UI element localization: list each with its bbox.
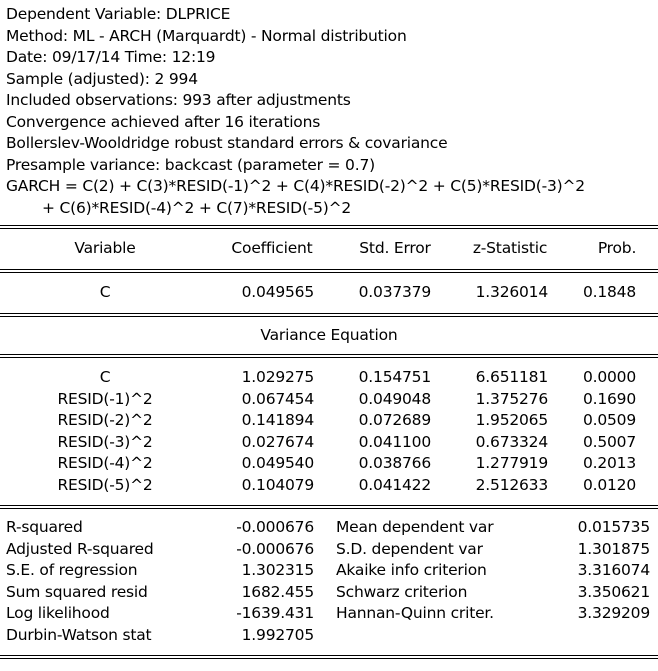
prob-cell: 0.1690 xyxy=(582,389,636,408)
std-error-cell: 0.038766 xyxy=(358,454,431,472)
variable-cell: RESID(-3)^2 xyxy=(57,432,153,451)
stat-label: Adjusted R-squared xyxy=(6,539,154,558)
std-error-cell: 0.049048 xyxy=(358,389,431,408)
coefficient-cell: 0.104079 xyxy=(241,475,314,494)
coefficient-cell: 0.049565 xyxy=(241,283,314,301)
coefficient-cell: 0.141894 xyxy=(241,411,314,429)
z-statistic-cell: 6.651181 xyxy=(475,368,548,386)
column-header-coefficient: Coefficient xyxy=(231,239,313,257)
coefficient-cell: 0.049540 xyxy=(241,454,314,472)
stat-label: Durbin-Watson stat xyxy=(6,625,152,644)
observations-line: Included observations: 993 after adjustments xyxy=(6,91,351,109)
stat-value: -0.000676 xyxy=(236,518,314,536)
column-header-z-statistic: z-Statistic xyxy=(472,239,548,257)
stats-row xyxy=(0,603,658,625)
stat-label: Schwarz criterion xyxy=(336,582,468,601)
stat-label: R-squared xyxy=(6,518,83,536)
stat-label: Hannan-Quinn criter. xyxy=(336,604,494,622)
stats-row xyxy=(0,582,658,604)
stat-value: -1639.431 xyxy=(236,604,314,622)
stat-value: 3.316074 xyxy=(577,561,650,579)
estimation-header xyxy=(6,4,585,219)
stat-value: -0.000676 xyxy=(236,539,314,558)
divider xyxy=(0,225,658,229)
column-header-row xyxy=(0,238,658,260)
variable-cell: RESID(-5)^2 xyxy=(57,475,153,494)
table-row xyxy=(0,453,658,475)
z-statistic-cell: 0.673324 xyxy=(475,432,548,451)
std-error-cell: 0.041422 xyxy=(358,475,431,494)
stat-value: 3.329209 xyxy=(577,604,650,622)
table-row xyxy=(0,282,658,304)
prob-cell: 0.0509 xyxy=(582,411,636,429)
variable-cell: C xyxy=(99,283,111,301)
stats-row xyxy=(0,560,658,582)
stat-value: 0.015735 xyxy=(577,518,650,536)
variable-cell: RESID(-2)^2 xyxy=(57,411,153,429)
std-error-cell: 0.154751 xyxy=(358,368,431,386)
divider xyxy=(0,269,658,273)
stat-value: 1682.455 xyxy=(241,582,314,601)
table-row xyxy=(0,389,658,411)
coefficient-cell: 0.067454 xyxy=(241,389,314,408)
stat-value: 1.302315 xyxy=(241,561,314,579)
stat-label: Sum squared resid xyxy=(6,582,148,601)
z-statistic-cell: 1.952065 xyxy=(475,411,548,429)
z-statistic-cell: 1.375276 xyxy=(475,389,548,408)
std-error-cell: 0.037379 xyxy=(358,283,431,301)
stat-label: Mean dependent var xyxy=(336,518,494,536)
table-row xyxy=(0,367,658,389)
garch-spec-continuation: + C(6)*RESID(-4)^2 + C(7)*RESID(-5)^2 xyxy=(42,198,352,217)
date-time-line: Date: 09/17/14 Time: 12:19 xyxy=(6,48,216,66)
std-error-cell: 0.041100 xyxy=(358,432,431,451)
convergence-line: Convergence achieved after 16 iterations xyxy=(6,112,321,131)
variance-equation-title: Variance Equation xyxy=(260,326,398,344)
stats-row xyxy=(0,517,658,539)
prob-cell: 0.2013 xyxy=(582,454,636,472)
garch-spec-line: GARCH = C(2) + C(3)*RESID(-1)^2 + C(4)*RESID(-2)^2 + C(5)*RESID(-3)^2 xyxy=(6,177,585,195)
sample-line: Sample (adjusted): 2 994 xyxy=(6,69,198,88)
stat-value: 3.350621 xyxy=(577,582,650,601)
covariance-line: Bollerslev-Wooldridge robust standard errors & covariance xyxy=(6,134,448,152)
column-header-variable: Variable xyxy=(74,239,136,257)
prob-cell: 0.5007 xyxy=(582,432,636,451)
std-error-cell: 0.072689 xyxy=(358,411,431,429)
stat-label: S.D. dependent var xyxy=(336,539,483,558)
coefficient-cell: 0.027674 xyxy=(241,432,314,451)
divider xyxy=(0,505,658,509)
column-header-prob: Prob. xyxy=(597,239,637,257)
stat-label: Akaike info criterion xyxy=(336,561,487,579)
variable-cell: RESID(-1)^2 xyxy=(57,389,153,408)
stat-value: 1.992705 xyxy=(241,625,314,644)
dependent-variable-line: Dependent Variable: DLPRICE xyxy=(6,5,231,23)
column-header-std-error: Std. Error xyxy=(359,239,431,257)
z-statistic-cell: 1.277919 xyxy=(475,454,548,472)
table-row xyxy=(0,475,658,497)
z-statistic-cell: 1.326014 xyxy=(475,283,548,301)
variable-cell: C xyxy=(99,368,111,386)
stat-value: 1.301875 xyxy=(577,539,650,558)
z-statistic-cell: 2.512633 xyxy=(475,475,548,494)
prob-cell: 0.1848 xyxy=(582,283,636,301)
method-line: Method: ML - ARCH (Marquardt) - Normal distribution xyxy=(6,26,407,45)
variance-equation-title-row xyxy=(0,325,658,347)
prob-cell: 0.0000 xyxy=(582,368,636,386)
coefficient-cell: 1.029275 xyxy=(241,368,314,386)
divider xyxy=(0,313,658,317)
presample-variance-line: Presample variance: backcast (parameter = 0.7) xyxy=(6,155,375,174)
divider xyxy=(0,354,658,358)
prob-cell: 0.0120 xyxy=(582,475,636,494)
table-row xyxy=(0,432,658,454)
stat-label: S.E. of regression xyxy=(6,561,138,579)
variable-cell: RESID(-4)^2 xyxy=(57,454,153,472)
table-row xyxy=(0,410,658,432)
stats-row xyxy=(0,625,658,647)
divider xyxy=(0,655,658,659)
stats-row xyxy=(0,539,658,561)
stat-label: Log likelihood xyxy=(6,604,110,622)
